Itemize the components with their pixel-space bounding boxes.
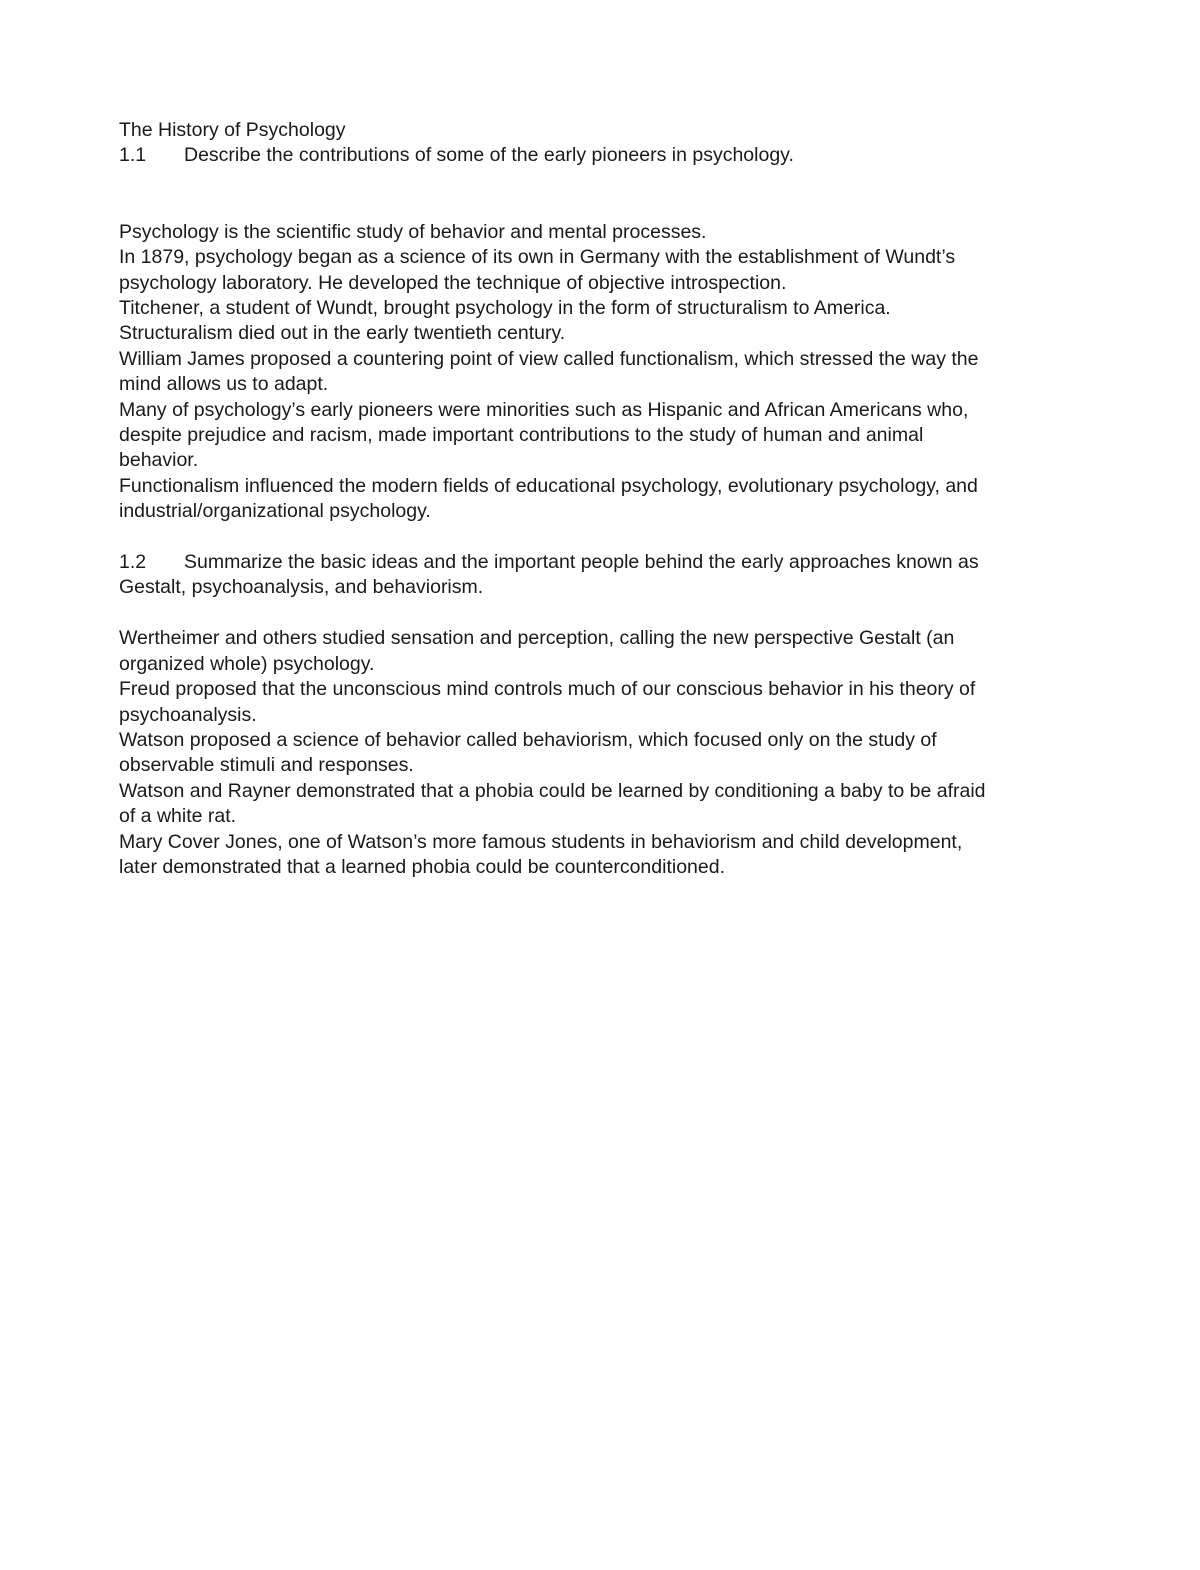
objective-line — [119, 550, 1089, 575]
document-title: The History of Psychology — [119, 119, 346, 141]
text-line: Wertheimer and others studied sensation and perception, calling the new perspective Gestalt (an — [119, 627, 955, 650]
objective-number: 1.1 — [119, 144, 147, 167]
spacer — [119, 601, 1089, 626]
text-line: William James proposed a countering point of view called functionalism, which stressed the way the — [119, 347, 979, 370]
text-line: psychology laboratory. He developed the technique of objective introspection. — [119, 271, 787, 294]
text-line: behavior. — [119, 449, 199, 472]
objective-number: 1.2 — [119, 551, 147, 574]
spacer — [119, 525, 1089, 550]
text-line: Structuralism died out in the early twentieth century. — [119, 322, 566, 345]
text-line: industrial/organizational psychology. — [119, 500, 431, 523]
text-line: despite prejudice and racism, made important contributions to the study of human and animal — [119, 424, 924, 447]
text-line: Many of psychology’s early pioneers were minorities such as Hispanic and African Americans who, — [119, 398, 969, 421]
section-1-2-body — [119, 626, 1089, 880]
objective-text: Summarize the basic ideas and the important people behind the early approaches known as — [184, 551, 979, 574]
text-line: Functionalism influenced the modern fields of educational psychology, evolutionary psychology, and — [119, 474, 978, 497]
section-1-1-body — [119, 220, 1089, 525]
text-line: Watson and Rayner demonstrated that a phobia could be learned by conditioning a baby to be afraid — [119, 779, 986, 802]
text-line: of a white rat. — [119, 805, 237, 828]
text-line: Mary Cover Jones, one of Watson’s more famous students in behaviorism and child development, — [119, 830, 963, 853]
text-line: Freud proposed that the unconscious mind controls much of our conscious behavior in his theory of — [119, 678, 976, 701]
spacer — [119, 169, 1089, 220]
text-line: Watson proposed a science of behavior called behaviorism, which focused only on the study of — [119, 728, 937, 751]
objective-text: Describe the contributions of some of the early pioneers in psychology. — [184, 144, 794, 167]
text-line: In 1879, psychology began as a science of its own in Germany with the establishment of Wundt’s — [119, 246, 956, 269]
text-line: observable stimuli and responses. — [119, 754, 414, 777]
text-line: Titchener, a student of Wundt, brought psychology in the form of structuralism to America. — [119, 297, 891, 320]
text-line: Psychology is the scientific study of behavior and mental processes. — [119, 220, 707, 243]
text-line: psychoanalysis. — [119, 703, 257, 726]
objective-1-1 — [119, 143, 1089, 168]
text-line: mind allows us to adapt. — [119, 373, 329, 396]
objective-1-2 — [119, 550, 1089, 601]
document-page — [119, 118, 1089, 880]
objective-line-continued: Gestalt, psychoanalysis, and behaviorism. — [119, 576, 484, 599]
text-line: later demonstrated that a learned phobia could be counterconditioned. — [119, 855, 726, 878]
text-line: organized whole) psychology. — [119, 652, 375, 675]
